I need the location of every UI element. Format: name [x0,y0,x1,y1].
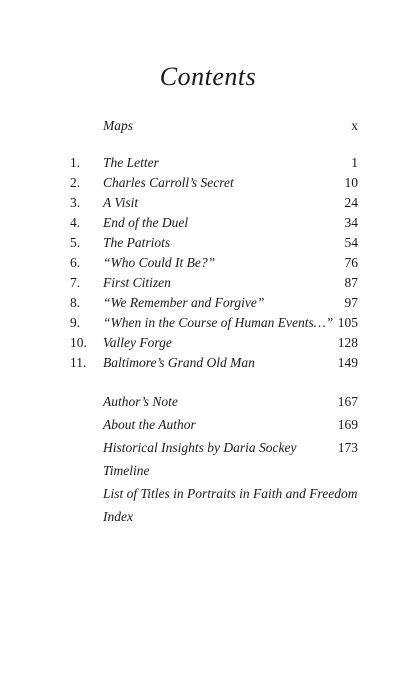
toc-chapter-row [0,313,416,333]
toc-back-row [0,438,416,458]
toc-front-row [0,116,416,136]
chapter-title: “Who Could It Be?” [103,255,216,270]
toc-chapter-row [0,253,416,273]
back-matter-title: Author’s Note [103,394,178,409]
chapter-title: Valley Forge [103,335,172,350]
back-matter-title: Index [103,509,133,524]
toc-back-row [0,461,416,481]
chapter-page-number: 87 [344,275,358,290]
back-matter-page-number: 173 [337,440,358,455]
chapter-number: 10. [70,335,87,350]
chapter-title: “We Remember and Forgive” [103,295,265,310]
chapter-title: A Visit [103,195,139,210]
toc-chapter-row [0,273,416,293]
back-matter-page-number: 167 [337,394,358,409]
chapter-number: 9. [70,315,81,330]
toc-chapter-row [0,213,416,233]
toc-back-row [0,392,416,412]
toc-chapter-row [0,333,416,353]
toc-chapter-row [0,193,416,213]
toc-chapter-row [0,153,416,173]
toc-back-row [0,484,416,504]
chapter-title: “When in the Course of Human Events…” [103,315,334,330]
chapter-title: The Letter [103,155,159,170]
chapter-page-number: 1 [351,155,358,170]
back-matter-title: List of Titles in Portraits in Faith and Freedom [103,486,358,501]
chapter-number: 5. [70,235,81,250]
chapter-number: 6. [70,255,81,270]
page-title: Contents [159,62,257,91]
chapter-number: 3. [70,195,81,210]
chapter-page-number: 54 [344,235,358,250]
back-matter-title: Historical Insights by Daria Sockey [103,440,297,455]
toc-entry-title: Maps [103,118,133,133]
chapter-page-number: 24 [344,195,358,210]
chapter-page-number: 149 [337,355,358,370]
chapter-page-number: 105 [337,315,358,330]
toc-chapter-row [0,233,416,253]
chapter-number: 7. [70,275,81,290]
chapter-page-number: 10 [344,175,358,190]
toc-page-number: x [351,118,358,133]
chapter-title: First Citizen [103,275,171,290]
chapter-title: Baltimore’s Grand Old Man [103,355,255,370]
chapter-page-number: 128 [337,335,358,350]
toc-back-row [0,415,416,435]
chapter-page-number: 97 [344,295,358,310]
chapter-number: 1. [70,155,81,170]
toc-chapter-row [0,173,416,193]
back-matter-page-number: 169 [337,417,358,432]
chapter-title: End of the Duel [103,215,189,230]
chapter-number: 8. [70,295,81,310]
toc-chapter-row [0,353,416,373]
toc-chapter-row [0,293,416,313]
chapter-page-number: 34 [344,215,358,230]
chapter-number: 2. [70,175,81,190]
back-matter-title: About the Author [103,417,196,432]
chapter-number: 11. [70,355,87,370]
chapter-title: The Patriots [103,235,171,250]
chapter-title: Charles Carroll’s Secret [103,175,234,190]
toc-back-row [0,507,416,527]
chapter-page-number: 76 [344,255,358,270]
back-matter-title: Timeline [103,463,150,478]
chapter-number: 4. [70,215,81,230]
